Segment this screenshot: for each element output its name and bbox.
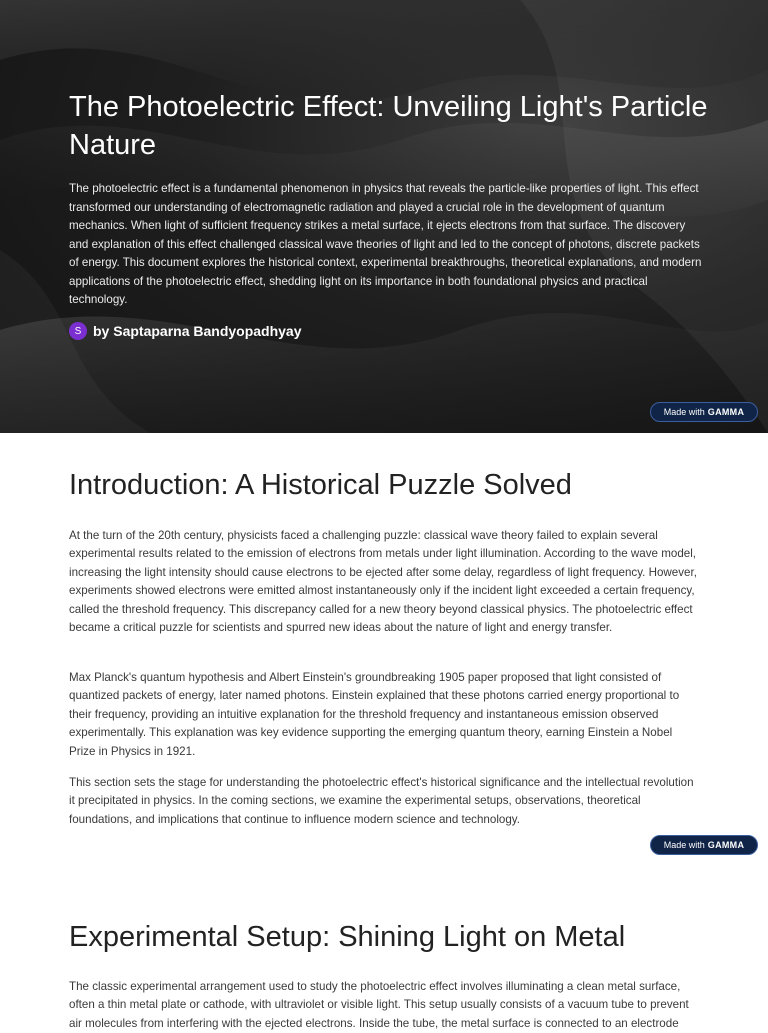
made-with-gamma-badge-2[interactable] [650,835,758,855]
experimental-setup-paragraph: The classic experimental arrangement used to study the photoelectric effect involves illuminating a clean metal surface, often a thin metal plate or cathode, with ultraviolet or visible light. This setup usually consists of a vacuum tube to prevent air molecules from interfering with the ejected electrons. Inside the tube, the metal surface is connected to an electrode [69,980,689,1030]
author-byline [69,321,302,341]
hero-banner [0,0,768,433]
badge-prefix: Made with [663,840,705,850]
introduction-paragraph-3: This section sets the stage for understanding the photoelectric effect's historical significance and the intellectual revolution it precipitated in physics. In the coming sections, we examine the experimental setups, observations, theoretical foundations, and implications that continue to influence modern science and technology. [69,776,694,826]
introduction-heading: Introduction: A Historical Puzzle Solved [69,469,572,501]
page-title: The Photoelectric Effect: Unveiling Light's Particle Nature [69,91,708,161]
author-name: by Saptaparna Bandyopadhyay [93,323,302,339]
experimental-setup-heading: Experimental Setup: Shining Light on Metal [69,921,626,953]
gamma-logo-text: GAMMA [707,407,745,417]
gamma-logo-text: GAMMA [707,840,745,850]
introduction-paragraph-2: Max Planck's quantum hypothesis and Albert Einstein's groundbreaking 1905 paper proposed that light consisted of quantized packets of energy, later named photons. Einstein explained that these photons carried energy proportional to their frequency, providing an intuitive explanation for the threshold frequency and instantaneous emission observed experimentally. This explanation was key evidence supporting the emerging quantum theory, earning Einstein a Nobel Prize in Physics in 1921. [69,671,680,758]
made-with-gamma-badge[interactable] [650,402,758,422]
hero-description: The photoelectric effect is a fundamental phenomenon in physics that reveals the particle-like properties of light. This effect transformed our understanding of electromagnetic radiation and played a crucial role in the development of quantum mechanics. When light of sufficient frequency strikes a metal surface, it ejects electrons from that surface. The discovery and explanation of this effect challenged classical wave theories of light and led to the concept of photons, discrete packets of energy. This document explores the historical context, experimental breakthroughs, theoretical explanations, and modern applications of the photoelectric effect, shedding light on its importance in both foundational physics and practical technology. [69,182,702,306]
avatar: S [69,322,87,340]
badge-prefix: Made with [663,407,705,417]
introduction-paragraph-1: At the turn of the 20th century, physicists faced a challenging puzzle: classical wave theory failed to explain several experimental results related to the emission of electrons from metals under light illumination. According to the wave model, increasing the light intensity should cause electrons to be ejected after some delay, regardless of light frequency. However, experiments showed electrons were emitted almost instantaneously only if the incident light exceeded a certain frequency, called the threshold frequency. This discrepancy called for a new theory beyond classical physics. The photoelectric effect became a critical puzzle for scientists and spurred new ideas about the nature of light and energy transfer. [69,529,697,635]
